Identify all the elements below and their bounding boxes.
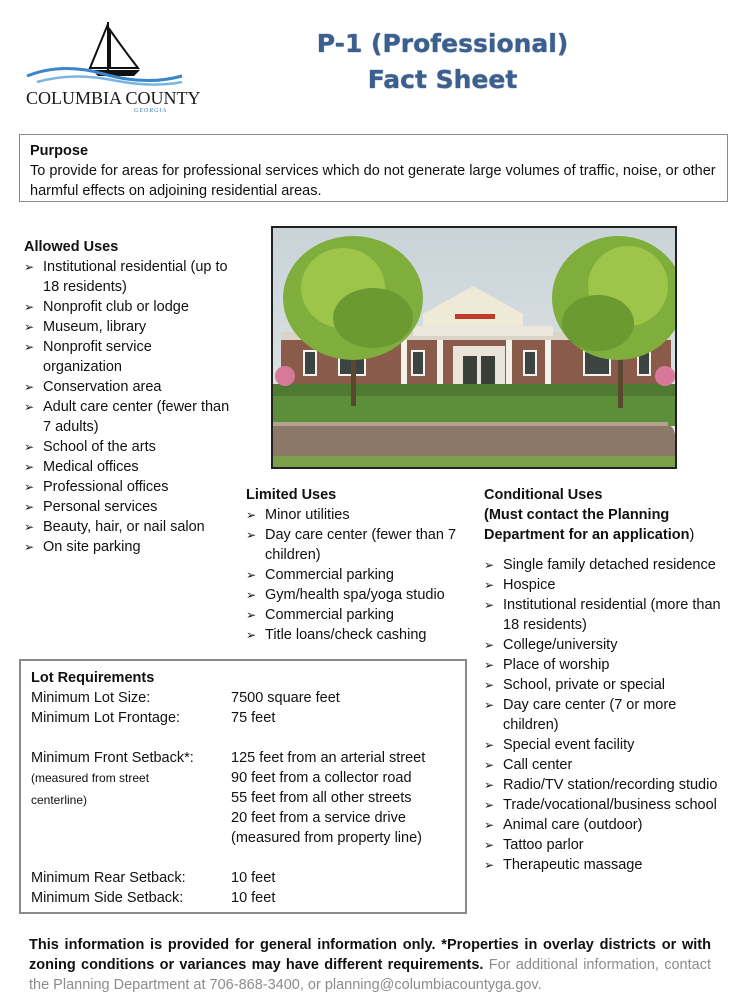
allowed-uses-section: [24, 237, 234, 557]
min-lot-size-label: Minimum Lot Size:: [31, 690, 151, 706]
min-lot-frontage-row: [31, 708, 455, 728]
list-item: ➢ Commercial parking: [246, 565, 476, 585]
rear-setback-label: Minimum Rear Setback:: [31, 870, 186, 886]
list-item: ➢ Day care center (7 or more children): [484, 695, 724, 735]
list-item: ➢ Special event facility: [484, 735, 724, 755]
title-line-1: P-1 (Professional): [316, 29, 569, 58]
contact-info: For additional information, contact the Planning Department at 706-868-3400, or planning@columbiacountyga.gov.: [29, 957, 711, 993]
limited-uses-heading: Limited Uses: [246, 487, 337, 503]
limited-uses-list: [246, 505, 476, 645]
list-item: ➢ Gym/health spa/yoga studio: [246, 585, 476, 605]
list-item: ➢ Title loans/check cashing: [246, 625, 476, 645]
rear-setback-row: [31, 868, 455, 888]
list-item: ➢ Animal care (outdoor): [484, 815, 724, 835]
list-item: ➢ Adult care center (fewer than 7 adults): [24, 397, 234, 437]
lot-requirements-heading: Lot Requirements: [31, 670, 155, 686]
title-line-2: Fact Sheet: [367, 65, 518, 94]
min-lot-size-value: 7500 square feet: [231, 690, 340, 706]
list-item: ➢ Institutional residential (up to 18 residents): [24, 257, 234, 297]
county-logo: [22, 12, 201, 114]
purpose-box: [19, 134, 728, 202]
allowed-uses-heading: Allowed Uses: [24, 239, 119, 255]
list-item: ➢ Nonprofit service organization: [24, 337, 234, 377]
min-lot-size-row: [31, 688, 455, 708]
list-item: ➢ Beauty, hair, or nail salon: [24, 517, 234, 537]
disclaimer-text: This information is provided for general information only. *Properties in overlay districts or with zoning conditions or variances may have different requirements.: [29, 937, 711, 973]
list-item: ➢ Minor utilities: [246, 505, 476, 525]
list-item: ➢ Professional offices: [24, 477, 234, 497]
conditional-uses-heading: Conditional Uses: [484, 487, 603, 503]
sailboat-icon: [22, 12, 187, 90]
list-item: ➢ On site parking: [24, 537, 234, 557]
front-setback-value: 90 feet from a collector road: [231, 770, 412, 786]
list-item: ➢ Commercial parking: [246, 605, 476, 625]
list-item: ➢ Personal services: [24, 497, 234, 517]
list-item: ➢ Medical offices: [24, 457, 234, 477]
purpose-text: To provide for areas for professional services which do not generate large volumes of traffic, noise, or other harmful effects on adjoining residential areas.: [30, 163, 716, 199]
list-item: ➢ Institutional residential (more than 18 residents): [484, 595, 724, 635]
list-item: ➢ School of the arts: [24, 437, 234, 457]
front-setback-value: (measured from property line): [231, 830, 422, 846]
list-item: ➢ School, private or special: [484, 675, 724, 695]
logo-subtitle: GEORGIA: [134, 108, 167, 114]
conditional-uses-note: [484, 505, 724, 545]
list-item: ➢ Tattoo parlor: [484, 835, 724, 855]
side-setback-label: Minimum Side Setback:: [31, 890, 184, 906]
rear-setback-value: 10 feet: [231, 870, 276, 886]
min-lot-frontage-label: Minimum Lot Frontage:: [31, 710, 181, 726]
list-item: ➢ Conservation area: [24, 377, 234, 397]
list-item: ➢ Nonprofit club or lodge: [24, 297, 234, 317]
front-setback-value: 20 feet from a service drive: [231, 810, 406, 826]
conditional-uses-note-end: ): [689, 527, 695, 543]
building-photo: [271, 226, 677, 469]
building-photo-image: [273, 228, 675, 467]
list-item: ➢ Hospice: [484, 575, 724, 595]
lot-requirements-box: [19, 659, 467, 914]
allowed-uses-list: [24, 257, 234, 557]
limited-uses-section: [246, 485, 476, 645]
front-setback-value: 125 feet from an arterial street: [231, 750, 426, 766]
disclaimer-footer: [29, 935, 711, 995]
min-lot-frontage-value: 75 feet: [231, 710, 276, 726]
side-setback-row: [31, 888, 455, 908]
logo-name: COLUMBIA COUNTY: [26, 88, 201, 108]
conditional-uses-note-bold: (Must contact the Planning Department for an application: [484, 507, 690, 543]
list-item: ➢ College/university: [484, 635, 724, 655]
front-setback-row: [31, 748, 455, 848]
list-item: ➢ Trade/vocational/business school: [484, 795, 724, 815]
purpose-heading: Purpose: [30, 143, 89, 159]
list-item: ➢ Single family detached residence: [484, 555, 724, 575]
list-item: ➢ Therapeutic massage: [484, 855, 724, 875]
list-item: ➢ Day care center (fewer than 7 children): [246, 525, 476, 565]
list-item: ➢ Museum, library: [24, 317, 234, 337]
front-setback-label: Minimum Front Setback*:: [31, 750, 194, 766]
front-setback-note: centerline): [31, 793, 88, 807]
front-setback-note: (measured from street: [31, 771, 150, 785]
conditional-uses-list: [484, 555, 724, 875]
list-item: ➢ Call center: [484, 755, 724, 775]
conditional-uses-section: [484, 485, 724, 875]
list-item: ➢ Radio/TV station/recording studio: [484, 775, 724, 795]
page-title: [290, 26, 595, 98]
list-item: ➢ Place of worship: [484, 655, 724, 675]
front-setback-value: 55 feet from all other streets: [231, 790, 412, 806]
side-setback-value: 10 feet: [231, 890, 276, 906]
